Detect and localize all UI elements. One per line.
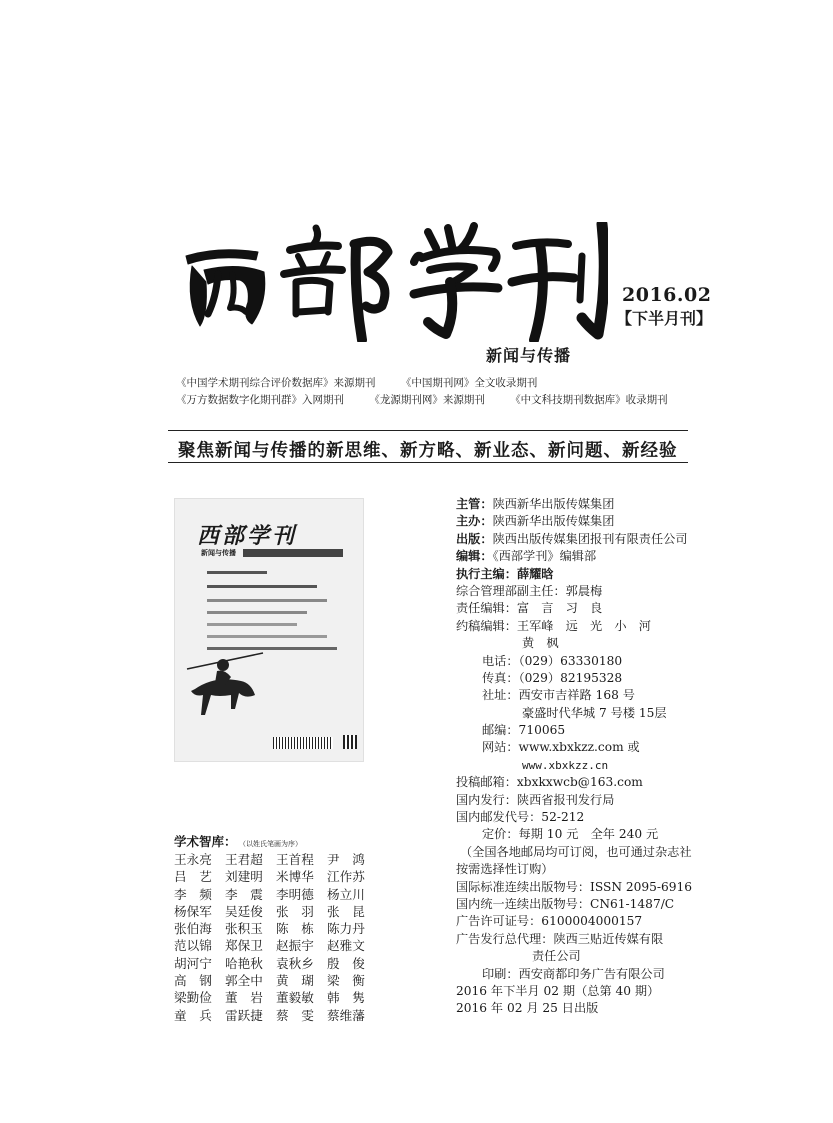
member-name: 赵雅文 [327, 938, 365, 954]
indexing-item: 《中文科技期刊数据库》收录期刊 [510, 394, 668, 406]
member-name: 杨立川 [327, 886, 365, 902]
member-name: 吴廷俊 [225, 903, 263, 919]
cover-text-line [207, 635, 327, 638]
qr-code-icon [343, 735, 357, 749]
info-row: 广告许可证号：6100004000157 [456, 914, 643, 929]
info-row: 传真：（029）82195328 [482, 670, 623, 685]
member-name: 李 震 [225, 886, 263, 902]
barcode-icon [273, 737, 333, 749]
info-row: 2016 年下半月 02 期（总第 40 期） [456, 983, 660, 998]
member-name: 黄 瑚 [276, 973, 314, 989]
info-row: 社址：西安市吉祥路 168 号 [482, 688, 635, 703]
cover-band [243, 549, 343, 557]
journal-subtitle: 新闻与传播 [486, 346, 572, 365]
info-row: 电话：（029）63330180 [482, 653, 623, 668]
member-name: 张 羽 [276, 903, 314, 919]
member-name: 李 频 [174, 886, 212, 902]
think-tank-row [174, 972, 378, 989]
cover-subtitle: 新闻与传播 [201, 548, 236, 557]
member-name: 董 岩 [225, 990, 263, 1006]
info-row: www.xbxkzz.cn [522, 758, 609, 772]
member-name: 张 昆 [327, 903, 365, 919]
member-name: 王君超 [225, 852, 263, 867]
member-name: 陈 栋 [276, 921, 314, 937]
indexing-item: 《万方数据数字化期刊群》入网期刊 [176, 394, 344, 406]
member-name: 郭全中 [225, 973, 263, 989]
think-tank-heading: 学术智库： （以姓氏笔画为序） [174, 834, 303, 849]
member-name: 蔡维藩 [327, 1007, 365, 1023]
member-name: 王首程 [276, 852, 314, 867]
info-row: 编辑：《西部学刊》编辑部 [456, 549, 597, 564]
info-row: 综合管理部副主任：郭晨梅 [456, 583, 603, 598]
think-tank-row [174, 920, 378, 937]
member-name: 哈艳秋 [225, 955, 263, 971]
info-row: （全国各地邮局均可订阅，也可通过杂志社 [460, 844, 692, 859]
divider [168, 430, 688, 431]
info-row: 定价：每期 10 元 全年 240 元 [482, 827, 659, 842]
info-row: 执行主编：薛耀晗 [456, 566, 554, 581]
member-name: 杨保军 [174, 903, 212, 919]
info-row: 按需选择性订购） [456, 862, 554, 877]
think-tank-row [174, 886, 378, 903]
think-tank-row [174, 1007, 378, 1024]
indexing-line-1 [176, 375, 559, 390]
think-tank-note: （以姓氏笔画为序） [242, 840, 303, 848]
member-name: 赵振宇 [276, 938, 314, 954]
member-name: 范以锦 [174, 938, 212, 954]
info-row: 国内发行：陕西省报刊发行局 [456, 792, 615, 807]
indexing-item: 《中国学术期刊综合评价数据库》来源期刊 [176, 377, 376, 389]
issue-period: 【下半月刊】 [616, 309, 713, 328]
member-name: 吕 艺 [174, 869, 212, 885]
masthead-logo [178, 222, 608, 342]
member-name: 韩 隽 [327, 990, 365, 1006]
think-tank-row [174, 851, 378, 868]
cover-text-line [207, 623, 297, 626]
member-name: 刘建明 [225, 869, 263, 885]
member-name: 米博华 [276, 869, 314, 885]
cover-text-line [207, 571, 267, 574]
member-name: 张伯海 [174, 921, 212, 937]
info-row: 豪盛时代华城 7 号楼 15层 [522, 705, 667, 720]
member-name: 尹 鸿 [327, 852, 365, 867]
member-name: 董毅敏 [276, 990, 314, 1006]
cover-text-line [207, 585, 317, 588]
info-row: 主办：陕西新华出版传媒集团 [456, 514, 615, 529]
member-name: 梁勤俭 [174, 990, 212, 1006]
think-tank-row [174, 903, 378, 920]
think-tank-row [174, 868, 378, 885]
member-name: 高 钢 [174, 973, 212, 989]
info-row: 邮编：710065 [482, 723, 566, 738]
think-tank-list [174, 851, 378, 1024]
indexing-item: 《龙源期刊网》来源期刊 [369, 394, 485, 406]
member-name: 雷跃捷 [225, 1007, 263, 1023]
slogan: 聚焦新闻与传播的新思维、新方略、新业态、新问题、新经验 [178, 441, 678, 461]
info-row: 印刷：西安商都印务广告有限公司 [482, 966, 665, 981]
cover-text-line [207, 599, 327, 602]
think-tank-row [174, 955, 378, 972]
member-name: 陈力丹 [327, 921, 365, 937]
info-row: 国内统一连续出版物号：CN61-1487/C [456, 896, 675, 911]
cover-thumbnail [174, 498, 364, 762]
info-row: 主管：陕西新华出版传媒集团 [456, 497, 615, 511]
member-name: 殷 俊 [327, 955, 365, 971]
publication-info [456, 496, 692, 1018]
indexing-item: 《中国期刊网》全文收录期刊 [400, 377, 538, 389]
info-row: 2016 年 02 月 25 日出版 [456, 1001, 599, 1016]
info-row: 责任公司 [532, 949, 581, 964]
divider [168, 462, 688, 463]
issue-date: 2016.02 [622, 284, 712, 306]
horse-rider-illustration-icon [185, 639, 265, 729]
info-row: 国际标准连续出版物号：ISSN 2095-6916 [456, 879, 693, 894]
member-name: 李明德 [276, 886, 314, 902]
member-name: 梁 衡 [327, 973, 365, 989]
info-row: 广告发行总代理：陕西三贴近传媒有限 [456, 931, 664, 946]
think-tank-row [174, 937, 378, 954]
member-name: 郑保卫 [225, 938, 263, 954]
info-row: 约稿编辑：王军峰 远 光 小 河 [456, 618, 651, 633]
info-row: 黄 枫 [522, 636, 559, 651]
member-name: 江作苏 [327, 869, 365, 885]
info-row: 国内邮发代号：52-212 [456, 810, 585, 825]
cover-text-line [207, 611, 307, 614]
member-name: 张积玉 [225, 921, 263, 937]
member-name: 王永亮 [174, 852, 212, 867]
member-name: 蔡 雯 [276, 1007, 314, 1023]
info-row: 网站：www.xbxkzz.com 或 [482, 740, 640, 755]
info-row: 责任编辑：富 言 习 良 [456, 601, 603, 616]
member-name: 胡河宁 [174, 955, 212, 971]
member-name: 童 兵 [174, 1007, 212, 1023]
member-name: 袁秋乡 [276, 955, 314, 971]
info-row: 投稿邮箱：xbxkxwcb@163.com [456, 775, 643, 790]
info-row: 出版：陕西出版传媒集团报刊有限责任公司 [456, 531, 688, 546]
indexing-line-2 [176, 392, 690, 407]
think-tank-row [174, 989, 378, 1006]
cover-title: 西部学刊 [197, 523, 298, 549]
